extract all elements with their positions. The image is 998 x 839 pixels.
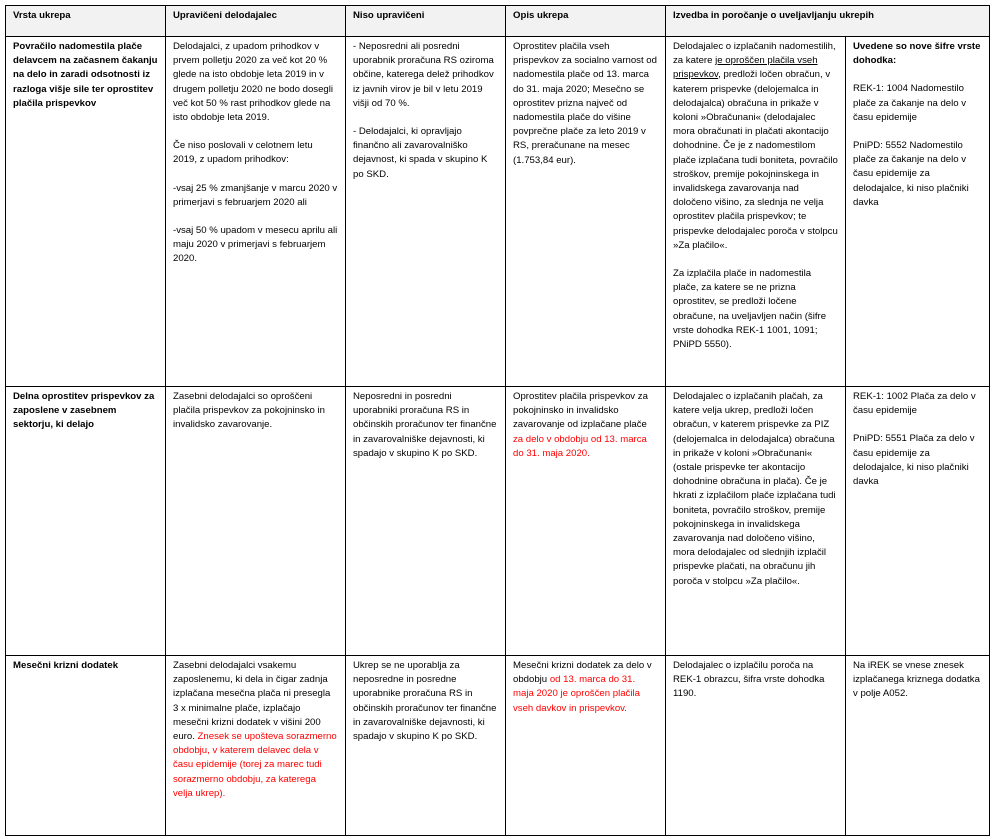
cell-izvedba-porocanje: Delodajalec o izplačilu poroča na REK-1 obrazcu, šifra vrste dohodka 1190. [666,656,846,836]
header-upraviceni-delodajalec: Upravičeni delodajalec [166,6,346,37]
cell-niso-upraviceni [346,37,506,387]
sifra-item: PniPD: 5551 Plača za delo v času epidemije za delodajalce, ki niso plačniki davka [853,433,975,488]
cell-sifre-dohodka [846,37,990,387]
cell-niso-upraviceni: Neposredni in posredni uporabniki proračuna RS in občinskih proračunov ter finančne in zavarovalniške dejavnosti, ki spadajo v skupino K po SKD. [346,387,506,656]
table-header-row [6,6,990,37]
highlighted-text: od 13. marca do 31. maja 2020 je oproščen plačila vseh davkov in prispevkov. [513,674,640,714]
cell-vrsta-ukrepa: Povračilo nadomestila plače delavcem na začasnem čakanju na delo in zaradi odsotnosti iz razloga višje sile ter oprostitev plačila prispevkov [6,37,166,387]
header-izvedba-porocanje: Izvedba in poročanje o uveljavljanju ukrepih [666,6,990,37]
header-niso-upraviceni: Niso upravičeni [346,6,506,37]
paragraph: -vsaj 25 % zmanjšanje v marcu 2020 v primerjavi s februarjem 2020 ali [173,182,338,208]
cell-sifre-dohodka [846,656,990,836]
cell-izvedba-porocanje: Delodajalec o izplačanih plačah, za katere velja ukrep, predloži ločen obračun, v katerem prispevke za PIZ (delojemalca in delodajalca) obračuna in prikaže v koloni »Obračunani« (ostale prispevke ter akontacijo dohodnine obračuna in plača). Če je hkrati z izplačilom plače izplačana tudi boniteta, povračilo stroškov, premije pokojninskega in invalidskega zavarovanja nad določeno višino, mora delodajalec od slednjih izplačil prispevke plačati, na obračunu jih poroča v stolpcu »Za plačilo«. [666,387,846,656]
cell-upraviceni-delodajalec [166,656,346,836]
cell-vrsta-ukrepa: Delna oprostitev prispevkov za zaposlene v zasebnem sektorju, ki delajo [6,387,166,656]
highlighted-text: Znesek se upošteva sorazmerno obdobju, v katerem delavec dela v času epidemije (torej za marec tudi sorazmerno obdobju, za katerega velja ukrep). [173,731,337,799]
paragraph: Če niso poslovali v celotnem letu 2019, z upadom prihodkov: [173,140,313,166]
paragraph: - Delodajalci, ki opravljajo finančno ali zavarovalniško dejavnost, ki spada v skupino K po SKD. [353,126,488,180]
table-row [6,656,990,836]
sifra-item: PniPD: 5552 Nadomestilo plače za čakanje na delo v času epidemije za delodajalce, ki niso plačniki davka [853,140,969,208]
text-segment: Mesečni krizni dodatek za delo v obdobju [513,660,652,686]
header-opis-ukrepa: Opis ukrepa [506,6,666,37]
highlighted-text: za delo v obdobju od 13. marca do 31. maja 2020. [513,433,647,459]
underlined-text: je oproščen plačila vseh prispevkov [673,55,818,81]
paragraph [673,40,838,253]
cell-upraviceni-delodajalec [166,37,346,387]
table-row [6,387,990,656]
cell-sifre-dohodka [846,387,990,656]
text-segment: , predloži ločen obračun, v katerem prispevke (delojemalca in delodajalca) obračuna in prikaže v koloni »Obračunani« (delodajalec mora obračunati in plačati akontacijo dohodnine. Če je z nadomestilom plače izplačana tudi boniteta, povračilo stroškov, premije pokojninskega in invalidskega zavarovanja nad določeno višino, za slednja ne velja oprostitev plačila prispevkov; te prispevke delodajalec poroča v stolpcu »Za plačilo«. [673,69,838,251]
text-segment: Zasebni delodajalci vsakemu zaposlenemu, ki dela in čigar zadnja izplačana mesečna plača ni presegla 3 x minimalne plače, izplačajo mesečni krizni dodatek v višini 200 euro. [173,660,331,743]
cell-niso-upraviceni: Ukrep se ne uporablja za neposredne in posredne uporabnike proračuna RS in občinskih proračunov ter finančne in zavarovalniške dejavnosti, ki spadajo v skupino K po SKD. [346,656,506,836]
cell-izvedba-porocanje [666,37,846,387]
cell-vrsta-ukrepa: Mesečni krizni dodatek [6,656,166,836]
sifra-item: Na iREK se vnese znesek izplačanega kriznega dodatka v polje A052. [853,660,980,700]
cell-opis-ukrepa [506,656,666,836]
cell-upraviceni-delodajalec: Zasebni delodajalci so oproščeni plačila prispevkov za pokojninsko in invalidsko zavarovanje. [166,387,346,656]
cell-opis-ukrepa: Oprostitev plačila vseh prispevkov za socialno varnost od nadomestila plače od 13. marca do 31. maja 2020; Mesečno se oprostitev prizna največ od nadomestila plače do višine povprečne plače za leto 2019 v RS, preračunane na mesec (1.753,84 eur). [506,37,666,387]
paragraph: Delodajalci, z upadom prihodkov v prvem polletju 2020 za več kot 20 % glede na isto obdobje leta 2019 in v drugem polletju 2020 ne bodo dosegli več kot 50 % rast prihodkov glede na isto obdobje leta 2019. [173,41,334,124]
paragraph: - Neposredni ali posredni uporabnik proračuna RS oziroma občine, katerega delež prihodkov iz javnih virov je bil v letu 2019 višji od 70 %. [353,41,494,109]
header-vrsta-ukrepa: Vrsta ukrepa [6,6,166,37]
sifre-title: Uvedene so nove šifre vrste dohodka: [853,41,981,67]
sifra-item: REK-1: 1002 Plača za delo v času epidemije [853,391,976,417]
paragraph: Za izplačila plače in nadomestila plače, za katere se ne prizna oprostitev, se predloži ločene obračune, na uveljavljen način (šifre vrste dohodka REK-1 1001, 1091; PNiPD 5550). [673,268,827,351]
text-segment: Delodajalec o izplačanih nadomestilih, za katere [673,41,836,67]
sifra-item: REK-1: 1004 Nadomestilo plače za čakanje na delo v času epidemije [853,83,967,123]
measures-table [5,5,990,836]
table-row [6,37,990,387]
paragraph: -vsaj 50 % upadom v mesecu aprilu ali maju 2020 v primerjavi s februarjem 2020. [173,225,338,265]
cell-opis-ukrepa [506,387,666,656]
text-segment: Oprostitev plačila prispevkov za pokojninsko in invalidsko zavarovanje od izplačane plače [513,391,648,431]
